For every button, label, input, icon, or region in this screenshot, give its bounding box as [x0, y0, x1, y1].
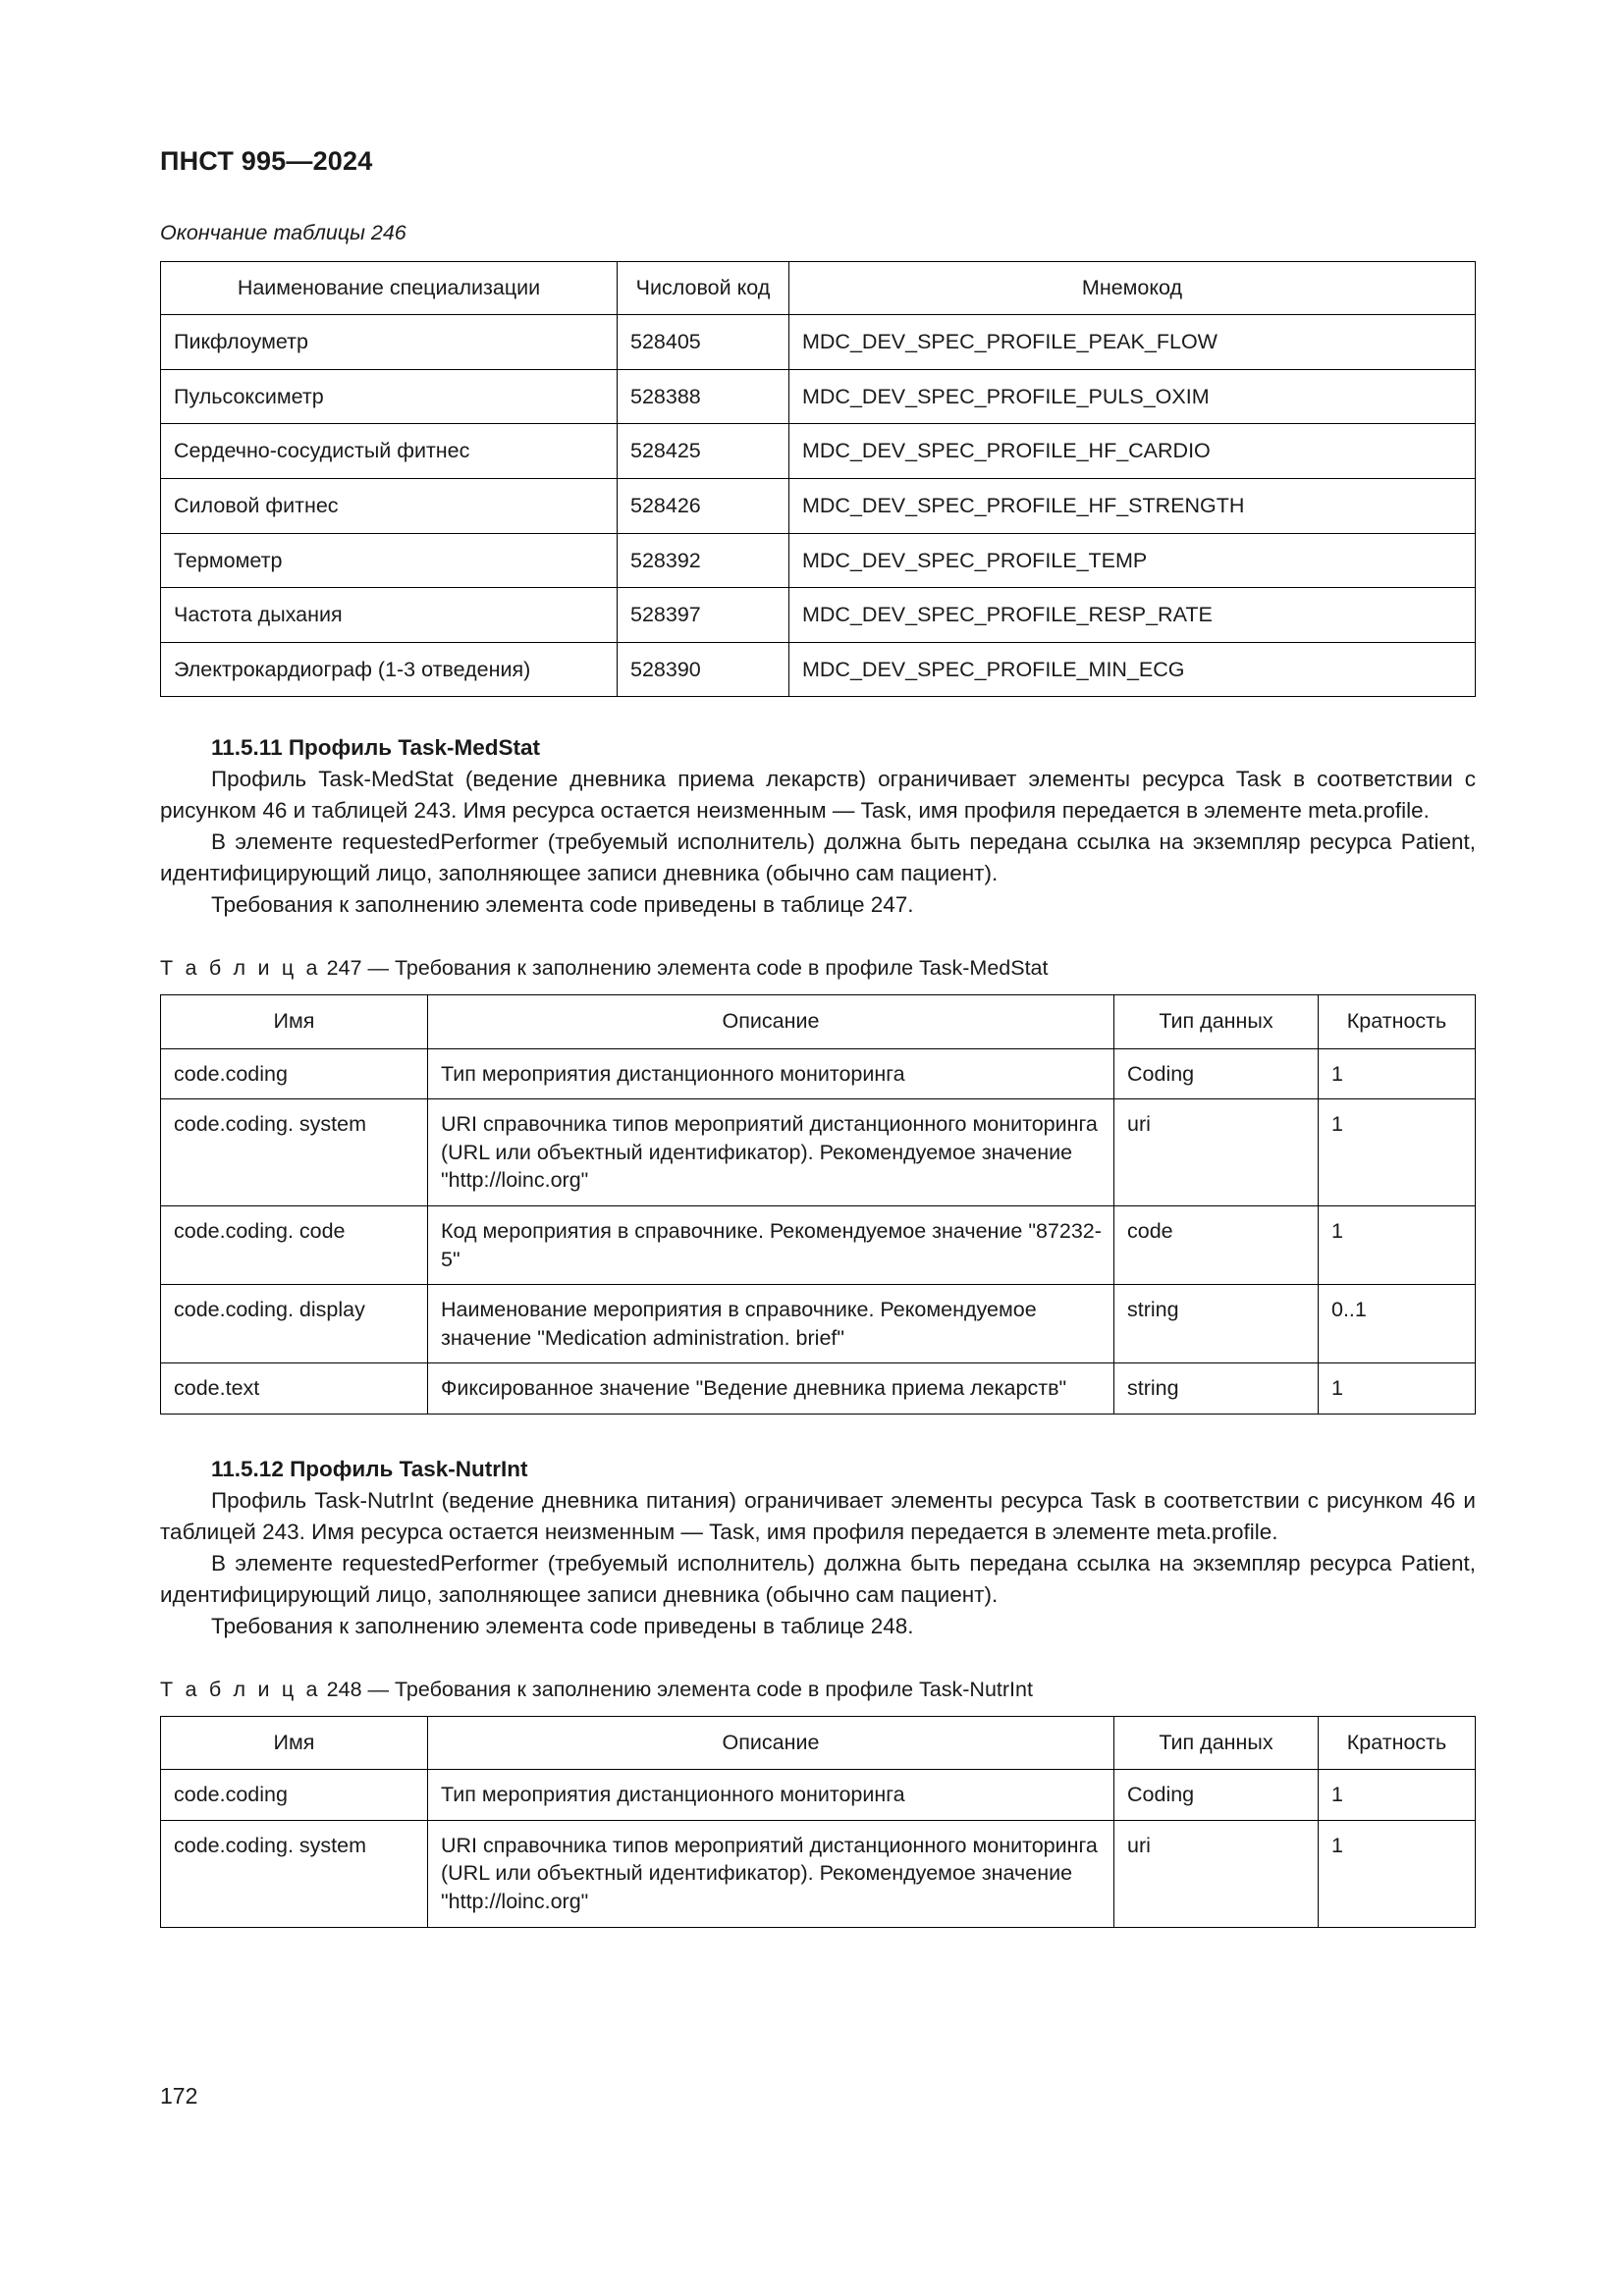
table-row	[161, 1770, 1476, 1821]
table-247-col-cardinality: Кратность	[1319, 995, 1476, 1049]
cell-numeric-code: 528390	[618, 642, 789, 697]
cell-cardinality: 1	[1319, 1099, 1476, 1206]
cell-mnemocode: MDC_DEV_SPEC_PROFILE_PEAK_FLOW	[789, 315, 1476, 370]
cell-mnemocode: MDC_DEV_SPEC_PROFILE_MIN_ECG	[789, 642, 1476, 697]
page-content	[160, 147, 1476, 1928]
table-row	[161, 369, 1476, 424]
table-247-caption	[160, 954, 1476, 983]
table-246-header-row	[161, 261, 1476, 315]
table-row	[161, 588, 1476, 643]
section-11-5-12-paragraph-2: В элементе requestedPerformer (требуемый исполнитель) должна быть передана ссылка на экземпляр ресурса Patient, идентифицирующий лицо, заполняющее записи дневника (обычно сам пациент).	[160, 1550, 1476, 1607]
cell-cardinality: 1	[1319, 1206, 1476, 1285]
table-247-caption-number: 247	[326, 956, 362, 981]
section-11-5-11-paragraph-1: Профиль Task-MedStat (ведение дневника приема лекарств) ограничивает элементы ресурса Task в соответствии с рисунком 46 и таблицей 243. Имя ресурса остается неизменным — Task, имя профиля передается в элементе meta.profile.	[160, 767, 1476, 824]
section-11-5-11-paragraph-3: Требования к заполнению элемента code приведены в таблице 247.	[211, 892, 914, 918]
cell-element-name: code.coding. code	[161, 1206, 428, 1285]
cell-element-name: code.coding. system	[161, 1820, 428, 1927]
cell-datatype: string	[1114, 1363, 1319, 1415]
cell-datatype: Coding	[1114, 1048, 1319, 1099]
table-row	[161, 424, 1476, 479]
standard-number-header: ПНСТ 995—2024	[160, 146, 373, 176]
section-11-5-12	[160, 1454, 1476, 1642]
cell-numeric-code: 528397	[618, 588, 789, 643]
cell-description: URI справочника типов мероприятий дистанционного мониторинга (URL или объектный идентификатор). Рекомендуемое значение "http://loinc.org"	[428, 1099, 1114, 1206]
table-row	[161, 1363, 1476, 1415]
cell-specialization: Пульсоксиметр	[161, 369, 618, 424]
table-247-caption-label: Т а б л и ц а	[160, 956, 321, 981]
section-11-5-12-paragraph-3: Требования к заполнению элемента code приведены в таблице 248.	[211, 1613, 914, 1638]
table-248-col-name: Имя	[161, 1716, 428, 1770]
table-246-col-code: Числовой код	[618, 261, 789, 315]
cell-element-name: code.coding	[161, 1770, 428, 1821]
table-247-caption-text: — Требования к заполнению элемента code в профиле Task-MedStat	[367, 956, 1049, 981]
cell-numeric-code: 528388	[618, 369, 789, 424]
table-row	[161, 1048, 1476, 1099]
cell-element-name: code.coding. display	[161, 1285, 428, 1363]
section-11-5-12-heading: 11.5.12 Профиль Task-NutrInt	[211, 1457, 528, 1482]
section-11-5-12-paragraph-1: Профиль Task-NutrInt (ведение дневника питания) ограничивает элементы ресурса Task в соответствии с рисунком 46 и таблицей 243. Имя ресурса остается неизменным — Task, имя профиля передается в элементе meta.profile.	[160, 1487, 1476, 1544]
table-247	[160, 994, 1476, 1415]
cell-numeric-code: 528426	[618, 479, 789, 534]
cell-mnemocode: MDC_DEV_SPEC_PROFILE_PULS_OXIM	[789, 369, 1476, 424]
cell-description: Код мероприятия в справочнике. Рекомендуемое значение "87232-5"	[428, 1206, 1114, 1285]
table-246-caption: Окончание таблицы 246	[160, 220, 406, 244]
table-248-caption-label: Т а б л и ц а	[160, 1677, 321, 1701]
page-number: 172	[160, 2083, 198, 2109]
table-row	[161, 533, 1476, 588]
cell-element-name: code.coding	[161, 1048, 428, 1099]
cell-specialization: Силовой фитнес	[161, 479, 618, 534]
cell-description: URI справочника типов мероприятий дистанционного мониторинга (URL или объектный идентификатор). Рекомендуемое значение "http://loinc.org"	[428, 1820, 1114, 1927]
table-248-header-row	[161, 1716, 1476, 1770]
cell-mnemocode: MDC_DEV_SPEC_PROFILE_HF_STRENGTH	[789, 479, 1476, 534]
table-248	[160, 1716, 1476, 1928]
cell-datatype: string	[1114, 1285, 1319, 1363]
table-row	[161, 1285, 1476, 1363]
cell-specialization: Частота дыхания	[161, 588, 618, 643]
cell-numeric-code: 528392	[618, 533, 789, 588]
table-246-col-mnemocode: Мнемокод	[789, 261, 1476, 315]
cell-datatype: Coding	[1114, 1770, 1319, 1821]
cell-specialization: Сердечно-сосудистый фитнес	[161, 424, 618, 479]
table-row	[161, 1206, 1476, 1285]
table-248-col-description: Описание	[428, 1716, 1114, 1770]
cell-cardinality: 1	[1319, 1820, 1476, 1927]
table-247-col-description: Описание	[428, 995, 1114, 1049]
table-248-col-cardinality: Кратность	[1319, 1716, 1476, 1770]
section-11-5-11-heading: 11.5.11 Профиль Task-MedStat	[211, 735, 541, 761]
cell-mnemocode: MDC_DEV_SPEC_PROFILE_RESP_RATE	[789, 588, 1476, 643]
table-248-caption	[160, 1676, 1476, 1704]
cell-description: Тип мероприятия дистанционного мониторинга	[428, 1048, 1114, 1099]
cell-specialization: Электрокардиограф (1-3 отведения)	[161, 642, 618, 697]
cell-specialization: Термометр	[161, 533, 618, 588]
table-247-col-name: Имя	[161, 995, 428, 1049]
cell-numeric-code: 528425	[618, 424, 789, 479]
table-248-caption-text: — Требования к заполнению элемента code в профиле Task-NutrInt	[367, 1677, 1033, 1701]
table-248-caption-number: 248	[326, 1677, 362, 1701]
table-row	[161, 315, 1476, 370]
cell-datatype: uri	[1114, 1820, 1319, 1927]
cell-cardinality: 1	[1319, 1363, 1476, 1415]
cell-specialization: Пикфлоуметр	[161, 315, 618, 370]
cell-datatype: code	[1114, 1206, 1319, 1285]
cell-description: Тип мероприятия дистанционного мониторинга	[428, 1770, 1114, 1821]
table-248-col-datatype: Тип данных	[1114, 1716, 1319, 1770]
table-247-header-row	[161, 995, 1476, 1049]
cell-mnemocode: MDC_DEV_SPEC_PROFILE_TEMP	[789, 533, 1476, 588]
cell-element-name: code.coding. system	[161, 1099, 428, 1206]
cell-element-name: code.text	[161, 1363, 428, 1415]
cell-datatype: uri	[1114, 1099, 1319, 1206]
table-row	[161, 1820, 1476, 1927]
table-246	[160, 261, 1476, 698]
table-row	[161, 479, 1476, 534]
cell-description: Фиксированное значение "Ведение дневника приема лекарств"	[428, 1363, 1114, 1415]
table-row	[161, 642, 1476, 697]
table-row	[161, 1099, 1476, 1206]
cell-description: Наименование мероприятия в справочнике. Рекомендуемое значение "Medication administration. brief"	[428, 1285, 1114, 1363]
section-11-5-11-paragraph-2: В элементе requestedPerformer (требуемый исполнитель) должна быть передана ссылка на экземпляр ресурса Patient, идентифицирующий лицо, заполняющее записи дневника (обычно сам пациент).	[160, 829, 1476, 886]
cell-mnemocode: MDC_DEV_SPEC_PROFILE_HF_CARDIO	[789, 424, 1476, 479]
table-247-col-datatype: Тип данных	[1114, 995, 1319, 1049]
table-246-col-name: Наименование специализации	[161, 261, 618, 315]
section-11-5-11	[160, 732, 1476, 921]
cell-cardinality: 0..1	[1319, 1285, 1476, 1363]
cell-numeric-code: 528405	[618, 315, 789, 370]
cell-cardinality: 1	[1319, 1770, 1476, 1821]
cell-cardinality: 1	[1319, 1048, 1476, 1099]
